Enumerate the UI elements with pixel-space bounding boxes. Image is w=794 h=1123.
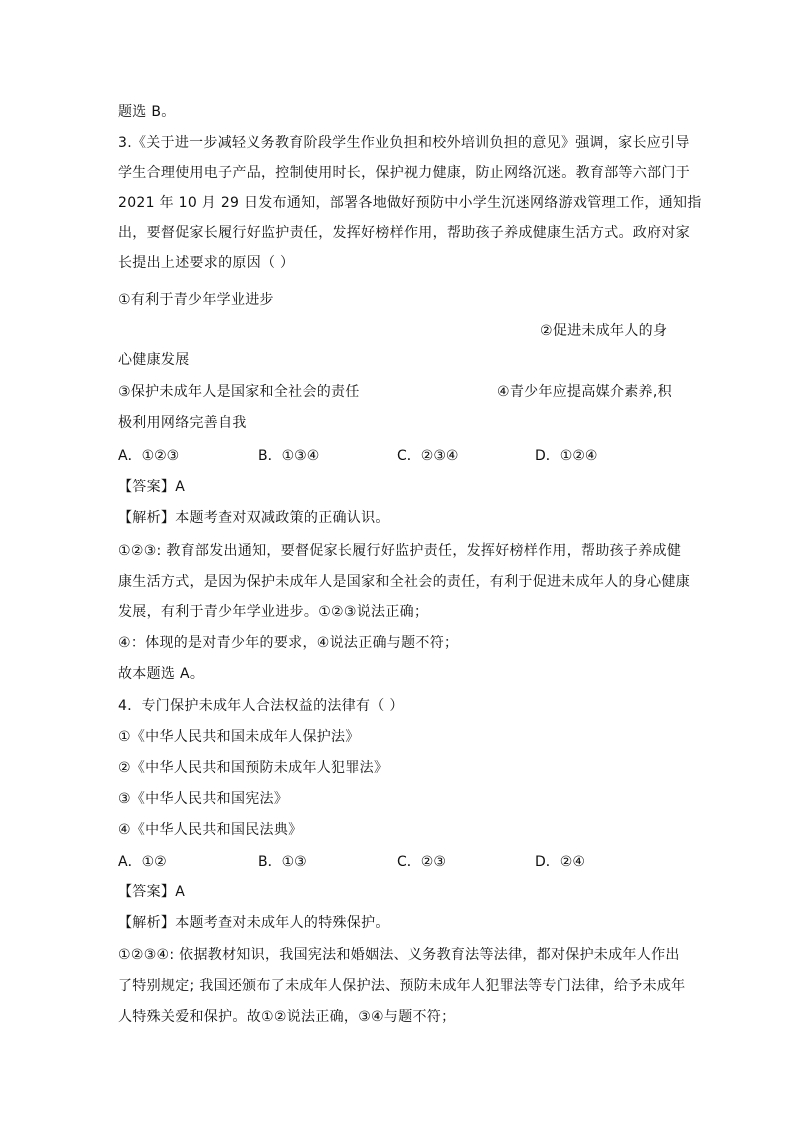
q3-stem-line-3: 2021 年 10 月 29 日发布通知，部署各地做好预防中小学生沉迷网络游戏管理工作，通知指 <box>118 195 702 211</box>
q4-analysis-line-1: 【解析】本题考查对未成年人的特殊保护。 <box>118 915 390 931</box>
q3-option-c: C．②③④ <box>397 448 459 464</box>
q4-stem: 4．专门保护未成年人合法权益的法律有（ ） <box>118 698 404 714</box>
q3-analysis-line-5: ④：体现的是对青少年的要求，④说法正确与题不符； <box>118 635 459 651</box>
q3-analysis-line-2: ①②③: 教育部发出通知，要督促家长履行好监护责任，发挥好榜样作用，帮助孩子养成健 <box>118 543 682 559</box>
q4-analysis-line-2: ①②③④: 依据教材知识，我国宪法和婚姻法、义务教育法等法律，都对保护未成年人作出 <box>118 947 680 963</box>
q3-stem-line-2: 学生合理使用电子产品，控制使用时长，保护视力健康，防止网络沉迷。教育部等六部门于 <box>118 165 690 181</box>
q3-option-d: D．①②④ <box>535 448 598 464</box>
q3-item-2-part-1: ②促进未成年人的身 <box>540 323 668 339</box>
q4-option-c: C．②③ <box>397 854 446 870</box>
q4-item-2: ②《中华人民共和国预防未成年人犯罪法》 <box>118 760 389 776</box>
q3-item-3: ③保护未成年人是国家和全社会的责任 <box>118 384 360 400</box>
q4-analysis-line-4: 人特殊关爱和保护。故①②说法正确，③④与题不符； <box>118 1009 456 1025</box>
q3-answer: 【答案】A <box>118 479 186 495</box>
q3-analysis-line-1: 【解析】本题考查对双减政策的正确认识。 <box>118 510 390 526</box>
q4-analysis-line-3: 了特别规定; 我国还颁布了未成年人保护法、预防未成年人犯罪法等专门法律，给予未成年 <box>118 978 686 994</box>
q3-stem-line-1: 3.《关于进一步减轻义务教育阶段学生作业负担和校外培训负担的意见》强调，家长应引导 <box>118 135 690 151</box>
q4-item-3: ③《中华人民共和国宪法》 <box>118 791 289 807</box>
q3-stem-line-4: 出，要督促家长履行好监护责任，发挥好榜样作用，帮助孩子养成健康生活方式。政府对家 <box>118 225 690 241</box>
q2-answer-tail: 题选 B。 <box>118 104 176 120</box>
q3-option-b: B．①③④ <box>258 448 320 464</box>
q3-item-1: ①有利于青少年学业进步 <box>118 292 274 308</box>
q4-option-b: B．①③ <box>258 854 307 870</box>
q3-item-4-part-2: 极利用网络完善自我 <box>118 415 247 431</box>
q4-item-4: ④《中华人民共和国民法典》 <box>118 822 303 838</box>
q3-analysis-line-6: 故本题选 A。 <box>118 666 205 682</box>
q3-item-4-part-1: ④青少年应提高媒介素养,积 <box>497 384 672 400</box>
q4-option-d: D．②④ <box>535 854 585 870</box>
q3-analysis-line-3: 康生活方式，是因为保护未成年人是国家和全社会的责任，有利于促进未成年人的身心健康 <box>118 574 690 590</box>
q4-option-a: A．①② <box>118 854 167 870</box>
q4-item-1: ①《中华人民共和国未成年人保护法》 <box>118 729 360 745</box>
q4-answer: 【答案】A <box>118 884 186 900</box>
q3-stem-line-5: 长提出上述要求的原因（ ） <box>118 255 295 271</box>
q3-item-2-part-2: 心健康发展 <box>118 352 190 368</box>
q3-analysis-line-4: 发展，有利于青少年学业进步。①②③说法正确； <box>118 604 429 620</box>
q3-option-a: A．①②③ <box>118 448 180 464</box>
